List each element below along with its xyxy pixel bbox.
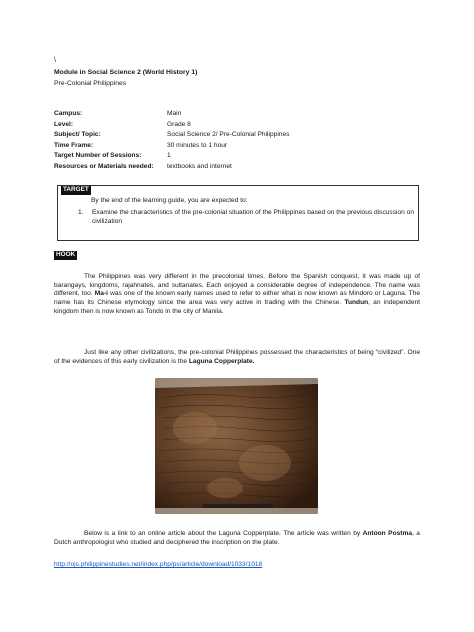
p3-text: , a Dutch anthropologist who studied and deciphered the inscription on the plate. <box>54 530 420 546</box>
info-value: Main <box>167 110 182 117</box>
p1-text: , an independent kingdom then is now known as Tondo in the city of Manila. <box>54 299 420 315</box>
hook-paragraph-1 <box>54 273 420 317</box>
p3-author: Antoon Postma <box>362 530 412 537</box>
info-key: Resources or Materials needed: <box>54 162 154 170</box>
laguna-copperplate-image <box>155 378 318 514</box>
module-title: Module in Social Science 2 (World History 1) <box>54 69 198 76</box>
info-value: 30 minutes to 1 hour <box>167 141 228 149</box>
info-key: Target Number of Sessions: <box>54 152 142 160</box>
target-tag: TARGET <box>63 186 89 193</box>
hook-paragraph-2 <box>54 349 420 366</box>
info-value: textbooks and internet <box>167 162 232 170</box>
module-info-table <box>54 110 414 174</box>
article-link[interactable]: http://ojs.philippinestudies.net/index.php/ps/article/download/1033/1018 <box>54 561 263 568</box>
info-value: Social Science 2/ Pre-Colonial Philippines <box>167 131 290 139</box>
p1-text: The Philippines was very different in the precolonial times. Before the Spanish conquest, it was made up of barangays, kingdoms, rajahnates, and sultanates. Each enjoyed a considerable degree of independence. The name was different, too. <box>54 273 420 298</box>
copperplate-illustration <box>155 378 318 514</box>
info-row-resources <box>54 163 414 174</box>
info-value: 1 <box>167 152 171 160</box>
p1-text: was one of the known early names used to refer to either what is now known as Mindoro or Laguna. The name has its Chinese etymology since the area was very active in trading with the Chinese. <box>54 290 420 307</box>
target-item-number: 1. <box>78 209 84 216</box>
info-key: Level: <box>54 120 74 128</box>
hook-paragraph-3 <box>54 530 420 547</box>
info-key: Time Frame: <box>54 141 94 149</box>
info-key: Campus: <box>54 110 83 117</box>
target-intro: By the end of the learning guide, you are expected to: <box>91 197 248 204</box>
p1-mai: Ma-i <box>94 290 108 298</box>
info-key: Subject/ Topic: <box>54 131 101 139</box>
module-subtitle: Pre-Colonial Philippines <box>54 80 127 87</box>
info-row-subject <box>54 131 414 142</box>
info-value: Grade 8 <box>167 120 191 128</box>
p2-text: Just like any other civilizations, the pre-colonial Philippines possessed the characteristics of being “civilized”. One of the evidences of this early civilization is the <box>54 349 420 365</box>
p2-laguna-copperplate: Laguna Copperplate. <box>188 357 255 365</box>
target-item <box>78 209 414 226</box>
info-row-sessions <box>54 152 414 163</box>
backslash-mark: \ <box>54 57 56 64</box>
info-row-level <box>54 121 414 132</box>
target-item-text: Examine the characteristics of the pre-colonial situation of the Philippines based on the previous discussion on civilization <box>92 209 414 225</box>
info-row-campus <box>54 110 414 121</box>
p3-text: Below is a link to an online article about the Laguna Copperplate. The article was written by <box>84 530 363 537</box>
p1-tundun: Tundun <box>344 299 369 307</box>
info-row-time-frame <box>54 142 414 153</box>
hook-tag: HOOK <box>56 251 76 258</box>
